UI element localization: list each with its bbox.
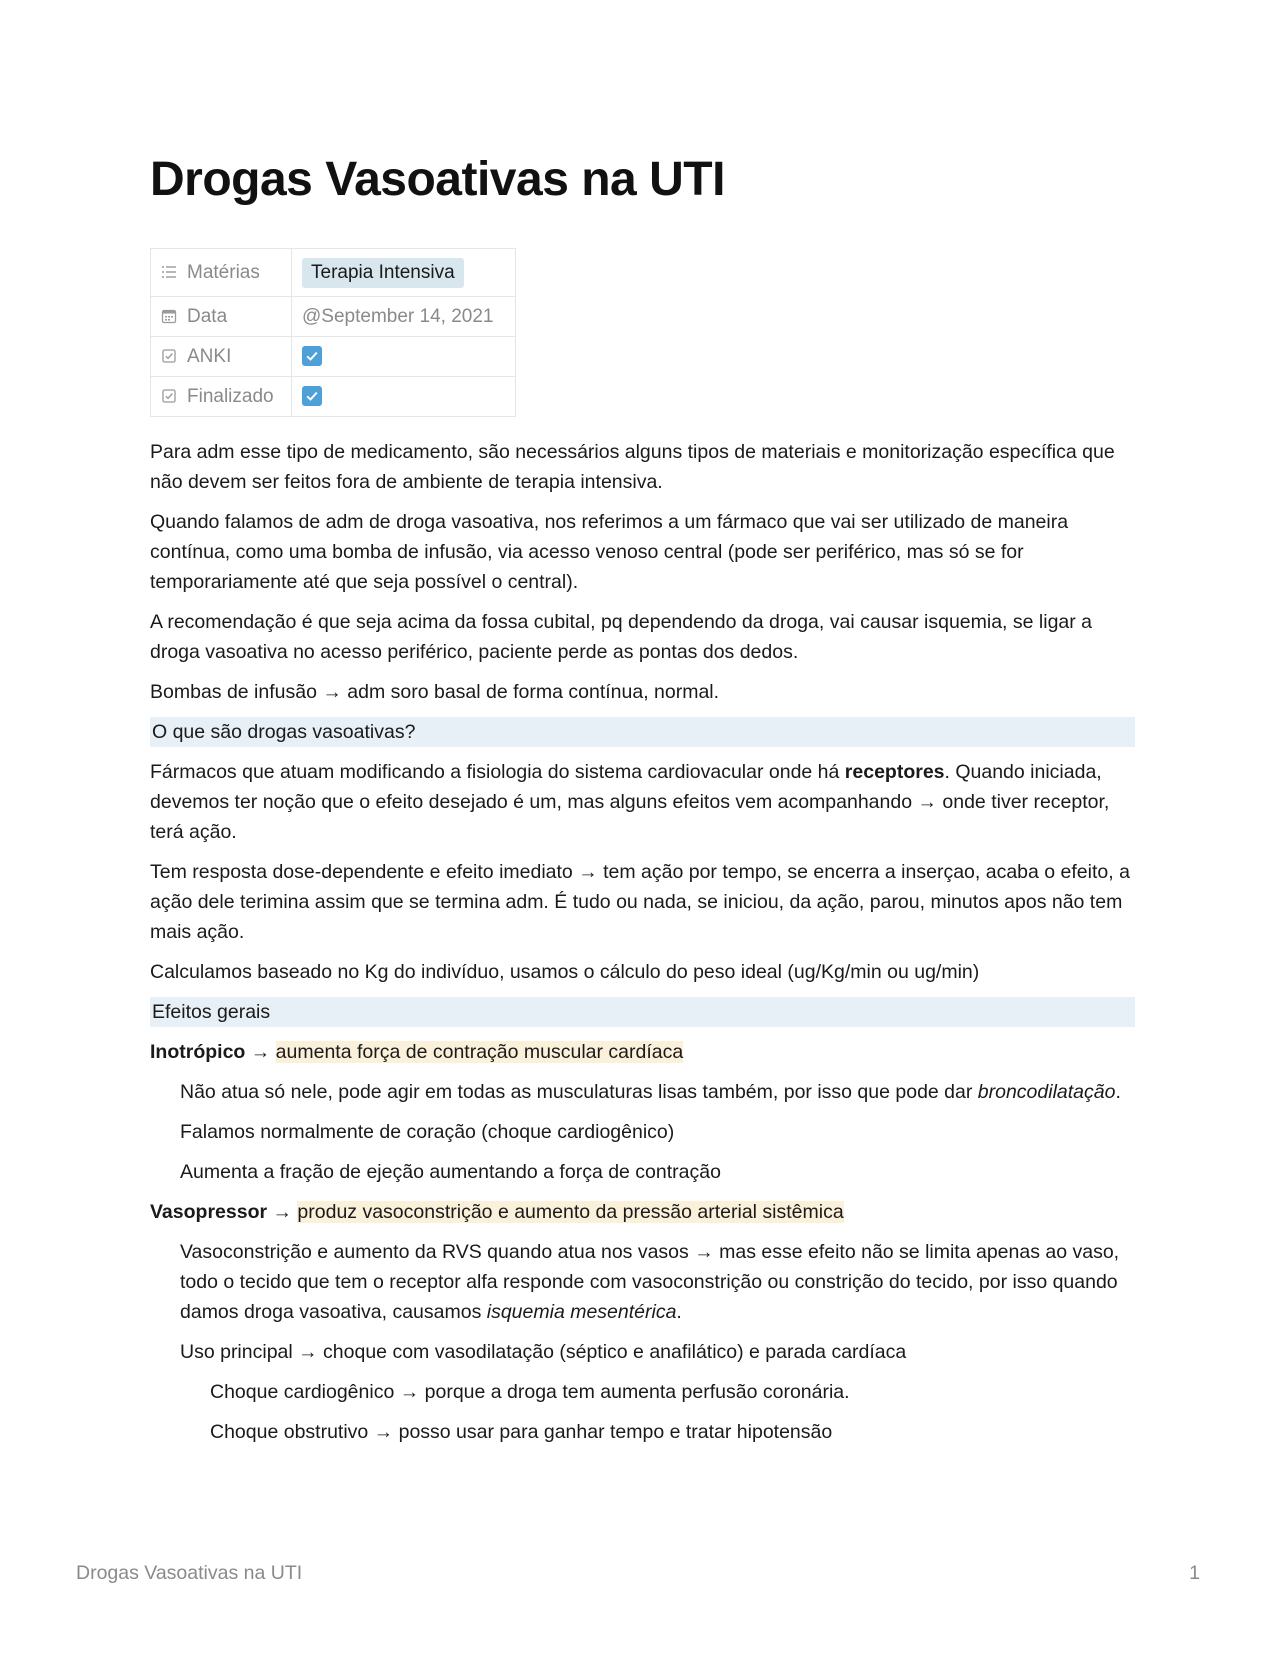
text-span: Fármacos que atuam modificando a fisiologia do sistema cardiovacular onde há	[150, 761, 845, 783]
finalizado-checkbox[interactable]	[302, 386, 322, 406]
date-value[interactable]: @September 14, 2021	[302, 305, 494, 327]
property-row-finalizado	[151, 377, 516, 417]
subject-tag[interactable]: Terapia Intensiva	[302, 258, 464, 288]
indented-paragraph: Falamos normalmente de coração (choque cardiogênico)	[180, 1121, 675, 1143]
property-row-data	[151, 297, 516, 337]
property-key	[151, 249, 292, 297]
property-key	[151, 297, 292, 337]
bold-term: Vasopressor	[150, 1201, 268, 1223]
check-icon	[304, 348, 320, 364]
property-value[interactable]	[292, 297, 516, 337]
section-callout: Efeitos gerais	[150, 997, 1135, 1027]
paragraph: A recomendação é que seja acima da fossa cubital, pq dependendo da droga, vai causar isquemia, se ligar a droga vasoativa no acesso periférico, paciente perde as pontas dos dedos.	[150, 611, 1093, 663]
nested-paragraph: Choque cardiogênico → porque a droga tem aumenta perfusão coronária.	[210, 1381, 850, 1403]
bold-term: receptores	[844, 761, 945, 783]
bold-term: Inotrópico	[150, 1041, 246, 1063]
properties-table	[150, 248, 516, 417]
toggle-heading-vasopressor	[150, 1197, 1135, 1227]
paragraph: Tem resposta dose-dependente e efeito imediato → tem ação por tempo, se encerra a inserçao, acaba o efeito, a ação dele terimina assim que se termina adm. É tudo ou nada, se iniciou, da ação, parou, minutos apos não tem mais ação.	[150, 861, 1130, 943]
italic-term: isquemia mesentérica	[486, 1301, 677, 1323]
property-value[interactable]	[292, 249, 516, 297]
property-label: Matérias	[187, 261, 260, 283]
paragraph: Quando falamos de adm de droga vasoativa, nos referimos a um fármaco que vai ser utilizado de maneira contínua, como uma bomba de infusão, via acesso venoso central (pode ser periférico, mas só se for temporariamente até que seja possível o central).	[150, 511, 1069, 593]
property-key	[151, 377, 292, 417]
text-span: Vasoconstrição e aumento da RVS quando atua nos vasos → mas esse efeito não se limita apenas ao vaso, todo o tecido que tem o receptor alfa responde com vasoconstrição ou constrição do tecido, por isso quando damos droga vasoativa, causamos	[180, 1241, 1120, 1323]
checkbox-icon	[161, 388, 177, 404]
highlighted-definition: aumenta força de contração muscular cardíaca	[275, 1041, 684, 1063]
indented-paragraph	[150, 1077, 1135, 1107]
text-span: .	[1115, 1081, 1121, 1103]
italic-term: broncodilatação	[977, 1081, 1116, 1103]
check-icon	[304, 388, 320, 404]
checkbox-icon	[161, 348, 177, 364]
page-content	[150, 437, 1135, 1457]
paragraph: Calculamos baseado no Kg do indivíduo, usamos o cálculo do peso ideal (ug/Kg/min ou ug/min)	[150, 961, 980, 983]
property-label: Finalizado	[187, 385, 274, 407]
property-value	[292, 337, 516, 377]
nested-paragraph: Choque obstrutivo → posso usar para ganhar tempo e tratar hipotensão	[210, 1421, 833, 1443]
property-value	[292, 377, 516, 417]
indented-paragraph: Uso principal → choque com vasodilatação (séptico e anafilático) e parada cardíaca	[180, 1341, 907, 1363]
page-number: 1	[1189, 1562, 1200, 1584]
arrow-text: →	[267, 1201, 298, 1223]
anki-checkbox[interactable]	[302, 346, 322, 366]
property-label: ANKI	[187, 345, 232, 367]
indented-paragraph: Aumenta a fração de ejeção aumentando a força de contração	[180, 1161, 721, 1183]
property-row-anki	[151, 337, 516, 377]
list-icon	[161, 264, 177, 280]
highlighted-definition: produz vasoconstrição e aumento da pressão arterial sistêmica	[297, 1201, 844, 1223]
section-callout: O que são drogas vasoativas?	[150, 717, 1135, 747]
calendar-icon	[161, 308, 177, 324]
text-span: Não atua só nele, pode agir em todas as musculaturas lisas também, por isso que pode dar	[180, 1081, 978, 1103]
property-label: Data	[187, 305, 228, 327]
page-title: Drogas Vasoativas na UTI	[150, 153, 725, 206]
text-span: . Quando iniciada, devemos ter noção que o efeito desejado é um, mas alguns efeitos vem acompanhando → onde tiver receptor, terá ação.	[150, 761, 1110, 843]
property-row-materias	[151, 249, 516, 297]
paragraph: Para adm esse tipo de medicamento, são necessários alguns tipos de materiais e monitorização específica que não devem ser feitos fora de ambiente de terapia intensiva.	[150, 441, 1115, 493]
indented-paragraph	[150, 1237, 1135, 1327]
toggle-heading-inotropico	[150, 1037, 1135, 1067]
arrow-text: →	[245, 1041, 276, 1063]
paragraph: Bombas de infusão → adm soro basal de forma contínua, normal.	[150, 681, 720, 703]
property-key	[151, 337, 292, 377]
text-span: .	[676, 1301, 682, 1323]
footer-title: Drogas Vasoativas na UTI	[76, 1562, 303, 1584]
paragraph	[150, 757, 1135, 847]
